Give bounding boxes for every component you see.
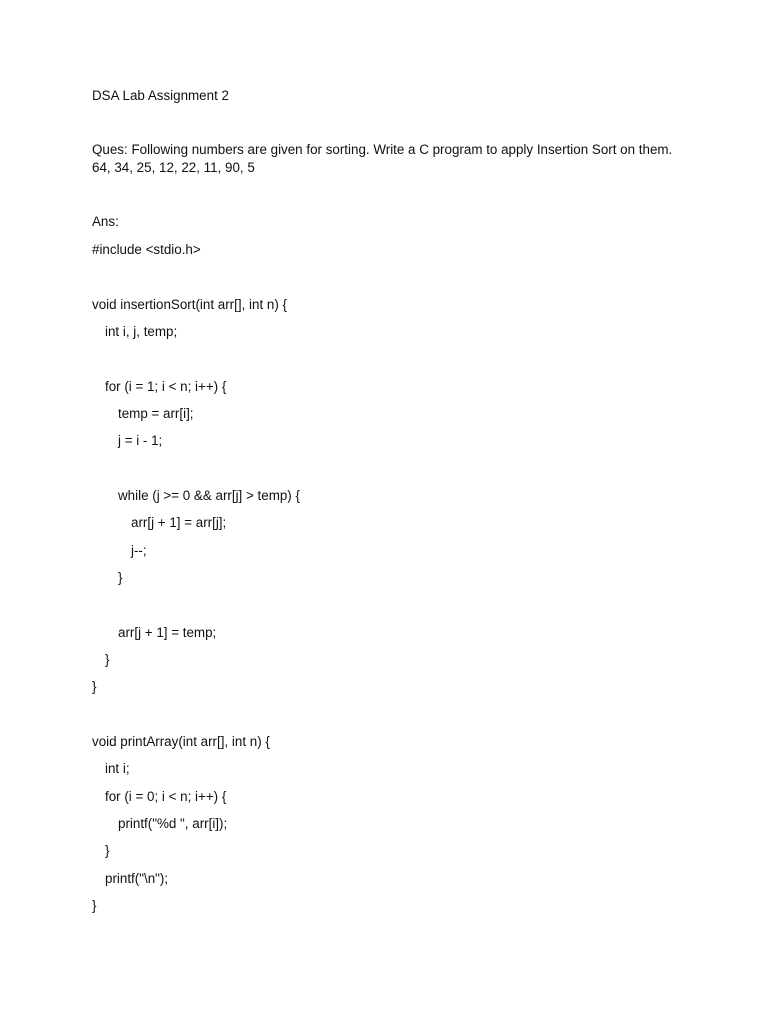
code-line: j = i - 1; — [118, 433, 163, 448]
code-line: int i, j, temp; — [105, 324, 178, 339]
code-line: } — [92, 679, 97, 694]
number-list: 64, 34, 25, 12, 22, 11, 90, 5 — [92, 160, 255, 175]
code-line: printf("\n"); — [105, 871, 169, 886]
code-line: void printArray(int arr[], int n) { — [92, 734, 270, 749]
code-line: } — [118, 570, 123, 585]
code-line: j--; — [131, 543, 147, 558]
answer-label: Ans: — [92, 214, 119, 229]
code-line: } — [92, 898, 97, 913]
question-text: Ques: Following numbers are given for sorting. Write a C program to apply Insertion Sort on them. — [92, 142, 673, 157]
code-line: for (i = 0; i < n; i++) { — [105, 789, 227, 804]
document-title: DSA Lab Assignment 2 — [92, 88, 229, 103]
code-line: for (i = 1; i < n; i++) { — [105, 379, 227, 394]
code-line: while (j >= 0 && arr[j] > temp) { — [118, 488, 300, 503]
code-line: printf("%d ", arr[i]); — [118, 816, 228, 831]
code-line: int i; — [105, 761, 130, 776]
code-line: arr[j + 1] = arr[j]; — [131, 515, 227, 530]
code-line: arr[j + 1] = temp; — [118, 625, 217, 640]
code-line: temp = arr[i]; — [118, 406, 194, 421]
code-line: #include <stdio.h> — [92, 242, 201, 257]
code-line: } — [105, 652, 110, 667]
code-line: void insertionSort(int arr[], int n) { — [92, 297, 287, 312]
code-line: } — [105, 843, 110, 858]
